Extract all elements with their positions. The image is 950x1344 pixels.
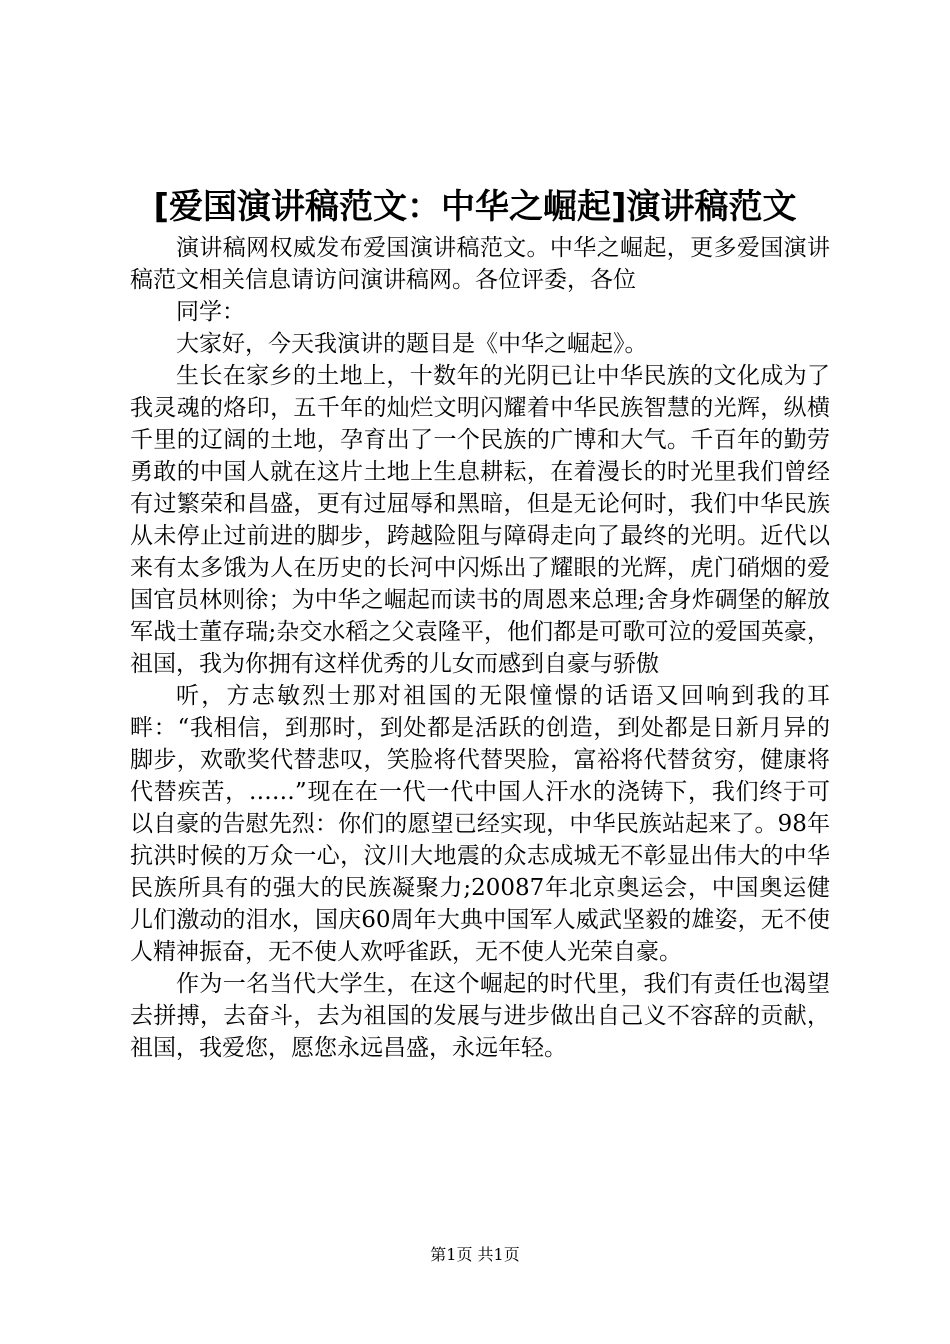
page-number-footer: 第1页 共1页 [430, 1245, 520, 1264]
document-title: [爱国演讲稿范文：中华之崛起]演讲稿范文 [153, 187, 797, 227]
paragraph-conclusion: 作为一名当代大学生，在这个崛起的时代里，我们有责任也渴望去拼搏，去奋斗，去为祖国的发展与进步做出自己义不容辞的贡献，祖国，我爱您，愿您永远昌盛，永远年轻。 [130, 971, 830, 1061]
paragraph-history: 生长在家乡的土地上，十数年的光阴已让中华民族的文化成为了我灵魂的烙印，五千年的灿烂文明闪耀着中华民族智慧的光辉，纵横千里的辽阔的土地，孕育出了一个民族的广博和大气。千百年的勤劳勇敢的中国人就在这片土地上生息耕耘，在着漫长的时光里我们曾经有过繁荣和昌盛，更有过屈辱和黑暗，但是无论何时，我们中华民族从未停止过前进的脚步，跨越险阻与障碍走向了最终的光明。近代以来有太多饿为人在历史的长河中闪烁出了耀眼的光辉，虎门硝烟的爱国官员林则徐；为中华之崛起而读书的周恩来总理;舍身炸碉堡的解放军战士董存瑞;杂交水稻之父袁隆平，他们都是可歌可泣的爱国英豪，祖国，我为你拥有这样优秀的儿女而感到自豪与骄傲 [130, 363, 830, 677]
paragraph-greeting: 同学： [176, 299, 245, 325]
document-body [130, 232, 830, 1064]
paragraph-heroes: 听，方志敏烈士那对祖国的无限憧憬的话语又回响到我的耳畔：“我相信，到那时，到处都是活跃的创造，到处都是日新月异的脚步，欢歌奖代替悲叹，笑脸将代替哭脸，富裕将代替贫穷，健康将代替疾苦，……”现在在一代一代中国人汗水的浇铸下，我们终于可以自豪的告慰先烈：你们的愿望已经实现，中华民族站起来了。98年抗洪时候的万众一心，汶川大地震的众志成城无不彰显出伟大的中华民族所具有的强大的民族凝聚力;20087年北京奥运会，中国奥运健儿们激动的泪水，国庆60周年大典中国军人威武坚毅的雄姿，无不使人精神振奋，无不使人欢呼雀跃，无不使人光荣自豪。 [130, 683, 830, 965]
paragraph-topic: 大家好，今天我演讲的题目是《中华之崛起》。 [176, 331, 648, 357]
paragraph-intro: 演讲稿网权威发布爱国演讲稿范文。中华之崛起，更多爱国演讲稿范文相关信息请访问演讲稿网。各位评委，各位 [130, 235, 830, 293]
